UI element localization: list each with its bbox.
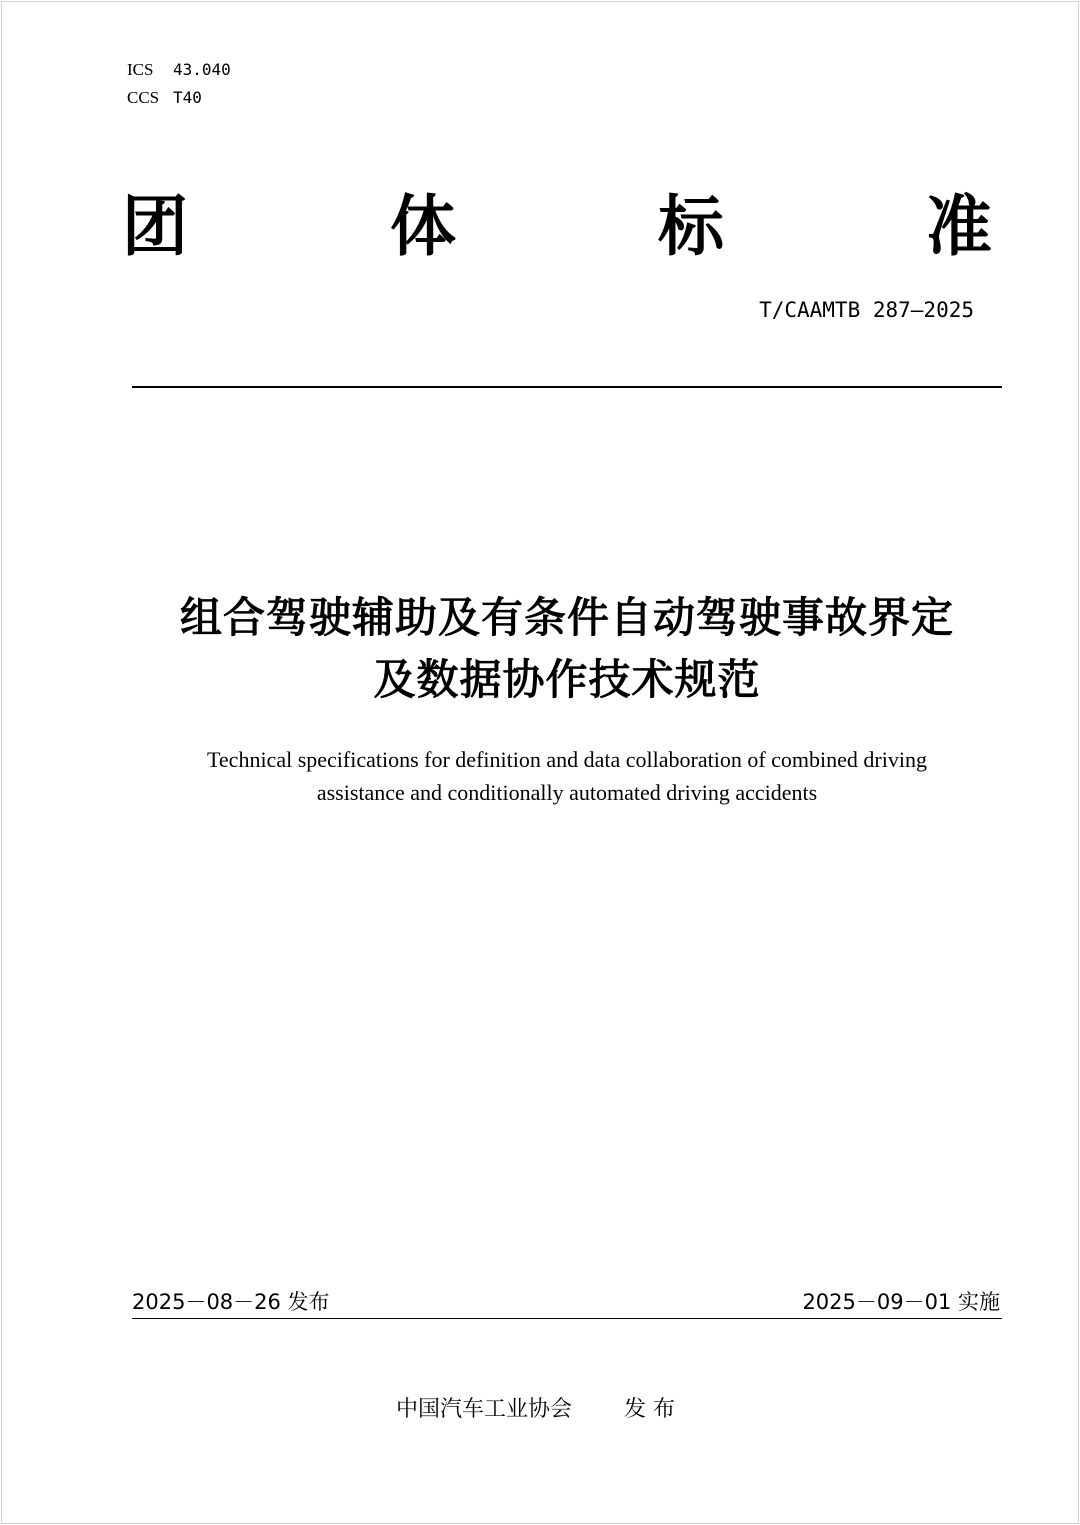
publisher-name: 中国汽车工业协会: [396, 1397, 573, 1422]
bottom-divider: [132, 1318, 1002, 1319]
doc-type-char-4: 准: [926, 188, 992, 265]
publish-date: 2025－08－26 发布: [132, 1290, 330, 1314]
publisher-line: [396, 1392, 675, 1423]
implement-date: 2025－09－01 实施: [802, 1290, 1000, 1314]
ics-label: ICS: [127, 60, 154, 79]
ccs-label: CCS: [127, 88, 160, 107]
ics-row: [127, 56, 231, 84]
chinese-title-line-1: 组合驾驶辅助及有条件自动驾驶事故界定: [179, 593, 954, 642]
top-divider: [132, 386, 1002, 388]
english-title-line-2: assistance and conditionally automated driving accidents: [316, 780, 818, 805]
doc-type-char-2: 体: [390, 188, 456, 265]
publisher-action: 发 布: [624, 1397, 676, 1422]
ccs-row: [127, 84, 231, 112]
doc-type-char-1: 团: [122, 188, 188, 265]
english-title: [122, 743, 1012, 809]
ics-value: 43.040: [173, 60, 231, 79]
document-page: [1, 1, 1079, 1524]
classification-codes: [127, 56, 231, 112]
document-type-heading: [122, 185, 992, 269]
doc-type-char-3: 标: [658, 188, 724, 265]
chinese-title-line-2: 及数据协作技术规范: [373, 655, 761, 704]
ccs-value: T40: [173, 88, 202, 107]
standard-number: T/CAAMTB 287—2025: [759, 298, 974, 322]
english-title-line-1: Technical specifications for definition and data collaboration of combined driving: [207, 747, 927, 772]
chinese-title: [102, 587, 1032, 711]
